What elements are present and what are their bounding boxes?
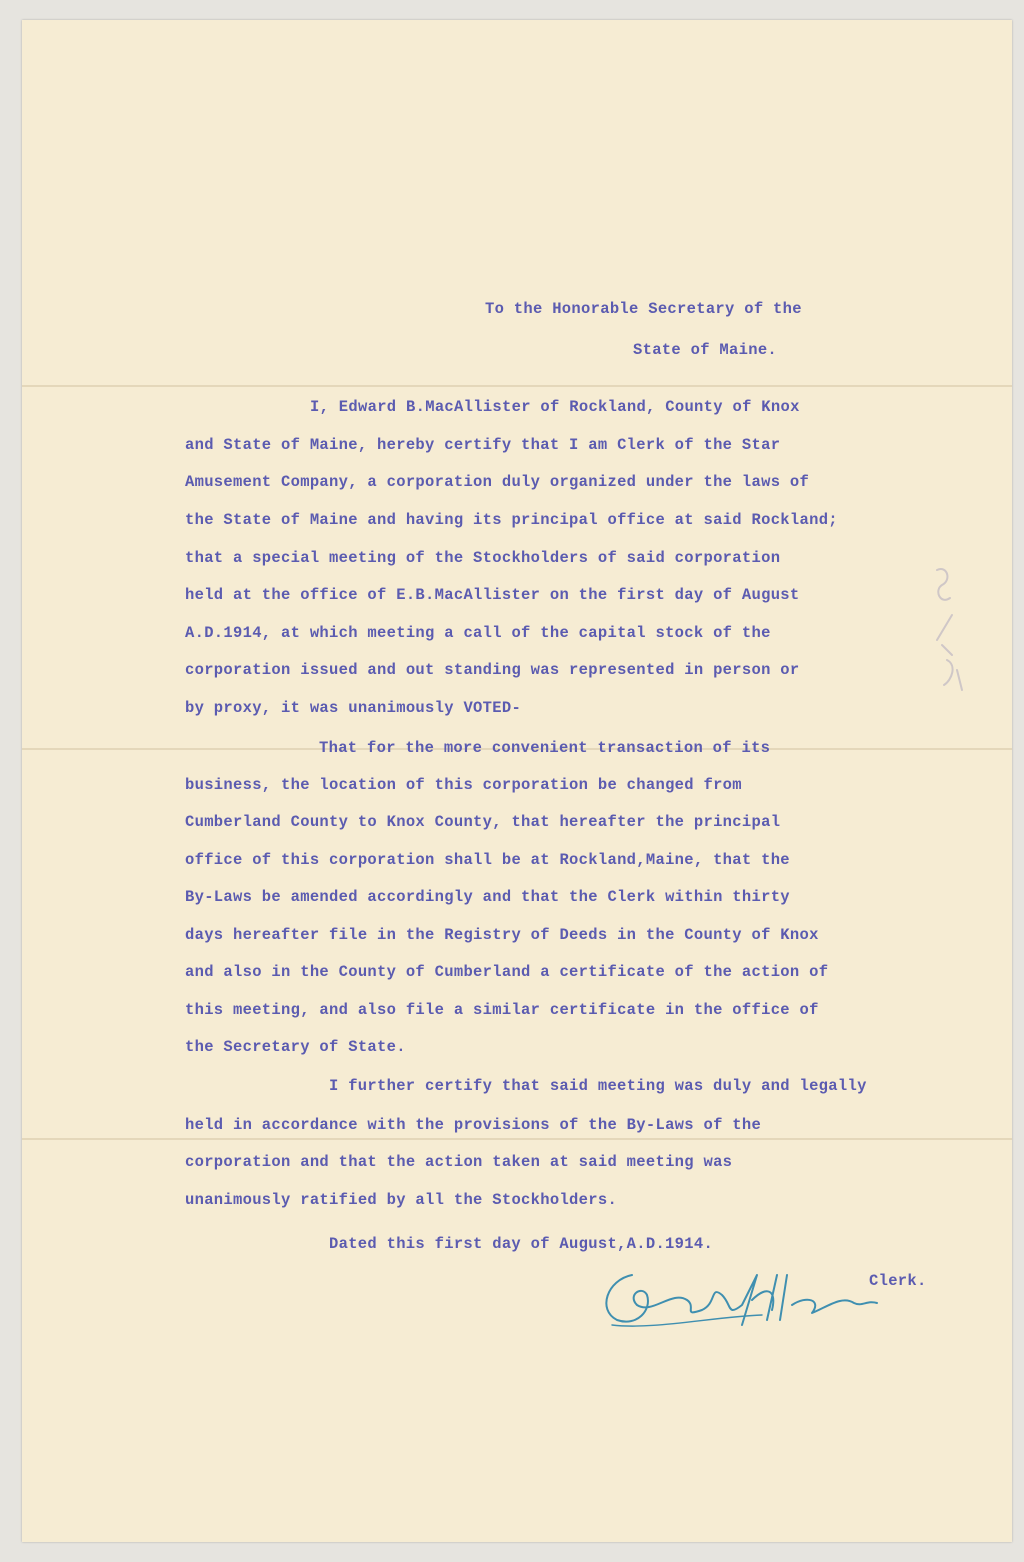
body-line: corporation issued and out standing was represented in person or bbox=[185, 661, 800, 679]
body-line: held in accordance with the provisions of the By-Laws of the bbox=[185, 1116, 762, 1134]
body-line: the Secretary of State. bbox=[185, 1038, 406, 1056]
body-line: business, the location of this corporation be changed from bbox=[185, 776, 742, 794]
body-line: office of this corporation shall be at Rockland,Maine, that the bbox=[185, 851, 790, 869]
body-line: that a special meeting of the Stockholders of said corporation bbox=[185, 549, 781, 567]
body-line: unanimously ratified by all the Stockholders. bbox=[185, 1191, 618, 1209]
body-line: I further certify that said meeting was duly and legally bbox=[329, 1077, 867, 1095]
body-line: and State of Maine, hereby certify that I am Clerk of the Star bbox=[185, 436, 781, 454]
body-line: I, Edward B.MacAllister of Rockland, County of Knox bbox=[310, 398, 800, 416]
body-line: days hereafter file in the Registry of Deeds in the County of Knox bbox=[185, 926, 819, 944]
address-line-2: State of Maine. bbox=[633, 341, 778, 359]
clerk-label: Clerk. bbox=[869, 1272, 927, 1290]
body-line: That for the more convenient transaction of its bbox=[319, 739, 771, 757]
signature bbox=[592, 1255, 892, 1345]
body-line: held at the office of E.B.MacAllister on the first day of August bbox=[185, 586, 800, 604]
body-line: Amusement Company, a corporation duly organized under the laws of bbox=[185, 473, 810, 491]
body-line: Cumberland County to Knox County, that hereafter the principal bbox=[185, 813, 781, 831]
body-line: corporation and that the action taken at said meeting was bbox=[185, 1153, 733, 1171]
document-page bbox=[22, 20, 1012, 1542]
body-line: the State of Maine and having its principal office at said Rockland; bbox=[185, 511, 838, 529]
fold-line bbox=[22, 385, 1012, 387]
dated-line: Dated this first day of August,A.D.1914. bbox=[329, 1235, 714, 1253]
body-line: this meeting, and also file a similar certificate in the office of bbox=[185, 1001, 819, 1019]
body-line: A.D.1914, at which meeting a call of the capital stock of the bbox=[185, 624, 771, 642]
address-line-1: To the Honorable Secretary of the bbox=[485, 300, 802, 318]
pencil-annotation bbox=[922, 560, 982, 700]
fold-line bbox=[22, 1138, 1012, 1140]
body-line: by proxy, it was unanimously VOTED- bbox=[185, 699, 522, 717]
body-line: and also in the County of Cumberland a certificate of the action of bbox=[185, 963, 829, 981]
body-line: By-Laws be amended accordingly and that the Clerk within thirty bbox=[185, 888, 790, 906]
